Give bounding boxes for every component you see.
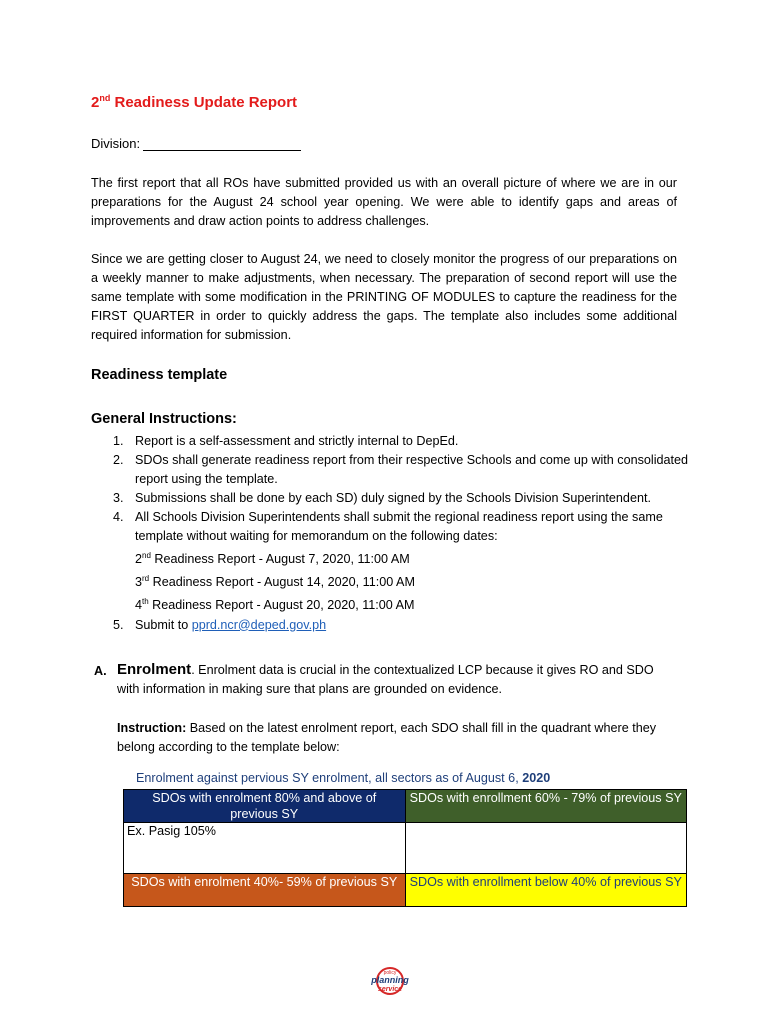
quadrant-1-header: SDOs with enrolment 80% and above of previous SY bbox=[124, 790, 406, 823]
instruction-label: Instruction: bbox=[117, 721, 187, 735]
list-number: 5. bbox=[113, 617, 124, 632]
submit-text: Submit to bbox=[135, 617, 192, 632]
planning-service-logo-icon bbox=[364, 965, 416, 1001]
list-number: 3. bbox=[113, 491, 124, 505]
list-text: All Schools Division Superintendents shall submit the regional readiness report using the same template without waiting for memorandum on the following dates: bbox=[135, 510, 663, 543]
list-number: 2. bbox=[113, 453, 124, 467]
list-item bbox=[91, 616, 691, 635]
quadrant-4-header: SDOs with enrollment below 40% of previous SY bbox=[405, 874, 687, 907]
list-text: Report is a self-assessment and strictly internal to DepEd. bbox=[135, 434, 459, 448]
division-field bbox=[91, 136, 301, 151]
quadrant-1-cell[interactable]: Ex. Pasig 105% bbox=[124, 823, 406, 874]
svg-text:service: service bbox=[377, 986, 403, 993]
section-letter: A. bbox=[94, 664, 107, 678]
list-text: SDOs shall generate readiness report from their respective Schools and come up with consolidated report using the template. bbox=[135, 453, 689, 486]
svg-text:policy: policy bbox=[383, 970, 397, 976]
list-text: Submissions shall be done by each SD) duly signed by the Schools Division Superintendent. bbox=[135, 491, 651, 505]
table-caption: Enrolment against pervious SY enrolment, all sectors as of August 6, 2020 bbox=[136, 771, 551, 785]
instructions-list bbox=[91, 432, 691, 635]
report-date-4th: 4th Readiness Report - August 20, 2020, 11:00 AM bbox=[135, 597, 415, 613]
intro-paragraph-1: The first report that all ROs have submitted provided us with an overall picture of where we are in our preparations for the August 24 school year opening. We were able to identify gaps and areas of improvements and draw action points to address challenges. bbox=[91, 176, 677, 228]
email-link[interactable]: pprd.ncr@deped.gov.ph bbox=[191, 617, 327, 632]
title-ordinal-suffix: nd bbox=[99, 93, 111, 103]
title-ordinal: 2 bbox=[91, 94, 100, 111]
list-number: 1. bbox=[113, 434, 124, 448]
quadrant-2-header: SDOs with enrollment 60% - 79% of previous SY bbox=[405, 790, 687, 823]
enrolment-paragraph: Enrolment. Enrolment data is crucial in the contextualized LCP because it gives RO and SDO with information in making sure that plans are grounded on evidence. bbox=[117, 661, 654, 696]
intro-paragraph-2: Since we are getting closer to August 24, we need to closely monitor the progress of our preparations on a weekly manner to make adjustments, when necessary. The preparation of second report will use the same template with some modification in the PRINTING OF MODULES to capture the readiness for the FIRST QUARTER in order to quickly address the gaps. The template also includes some additional required information for submission. bbox=[91, 252, 677, 342]
quadrant-3-header: SDOs with enrolment 40%- 59% of previous SY bbox=[124, 874, 406, 907]
list-item bbox=[91, 451, 691, 489]
list-item bbox=[91, 432, 691, 451]
quadrant-2-cell[interactable] bbox=[405, 823, 687, 874]
report-title bbox=[91, 93, 297, 111]
division-blank-line bbox=[143, 138, 301, 151]
general-instructions-heading: General Instructions: bbox=[91, 411, 237, 427]
enrolment-instruction: Instruction: Based on the latest enrolment report, each SDO shall fill in the quadrant where they belong according to the template below: bbox=[117, 721, 656, 754]
section-enrolment bbox=[94, 660, 674, 757]
list-item bbox=[91, 489, 691, 508]
svg-text:planning: planning bbox=[371, 975, 409, 985]
readiness-template-heading: Readiness template bbox=[91, 367, 228, 383]
report-date-2nd: 2nd Readiness Report - August 7, 2020, 11:00 AM bbox=[135, 551, 410, 567]
enrolment-quadrant-table bbox=[123, 789, 687, 907]
division-label: Division: bbox=[91, 136, 141, 151]
list-item bbox=[91, 508, 691, 546]
list-number: 4. bbox=[113, 510, 124, 524]
enrolment-heading: Enrolment bbox=[117, 661, 192, 678]
report-date-3rd: 3rd Readiness Report - August 14, 2020, 11:00 AM bbox=[135, 574, 415, 590]
title-text: Readiness Update Report bbox=[110, 94, 298, 111]
caption-year: 2020 bbox=[522, 771, 551, 785]
